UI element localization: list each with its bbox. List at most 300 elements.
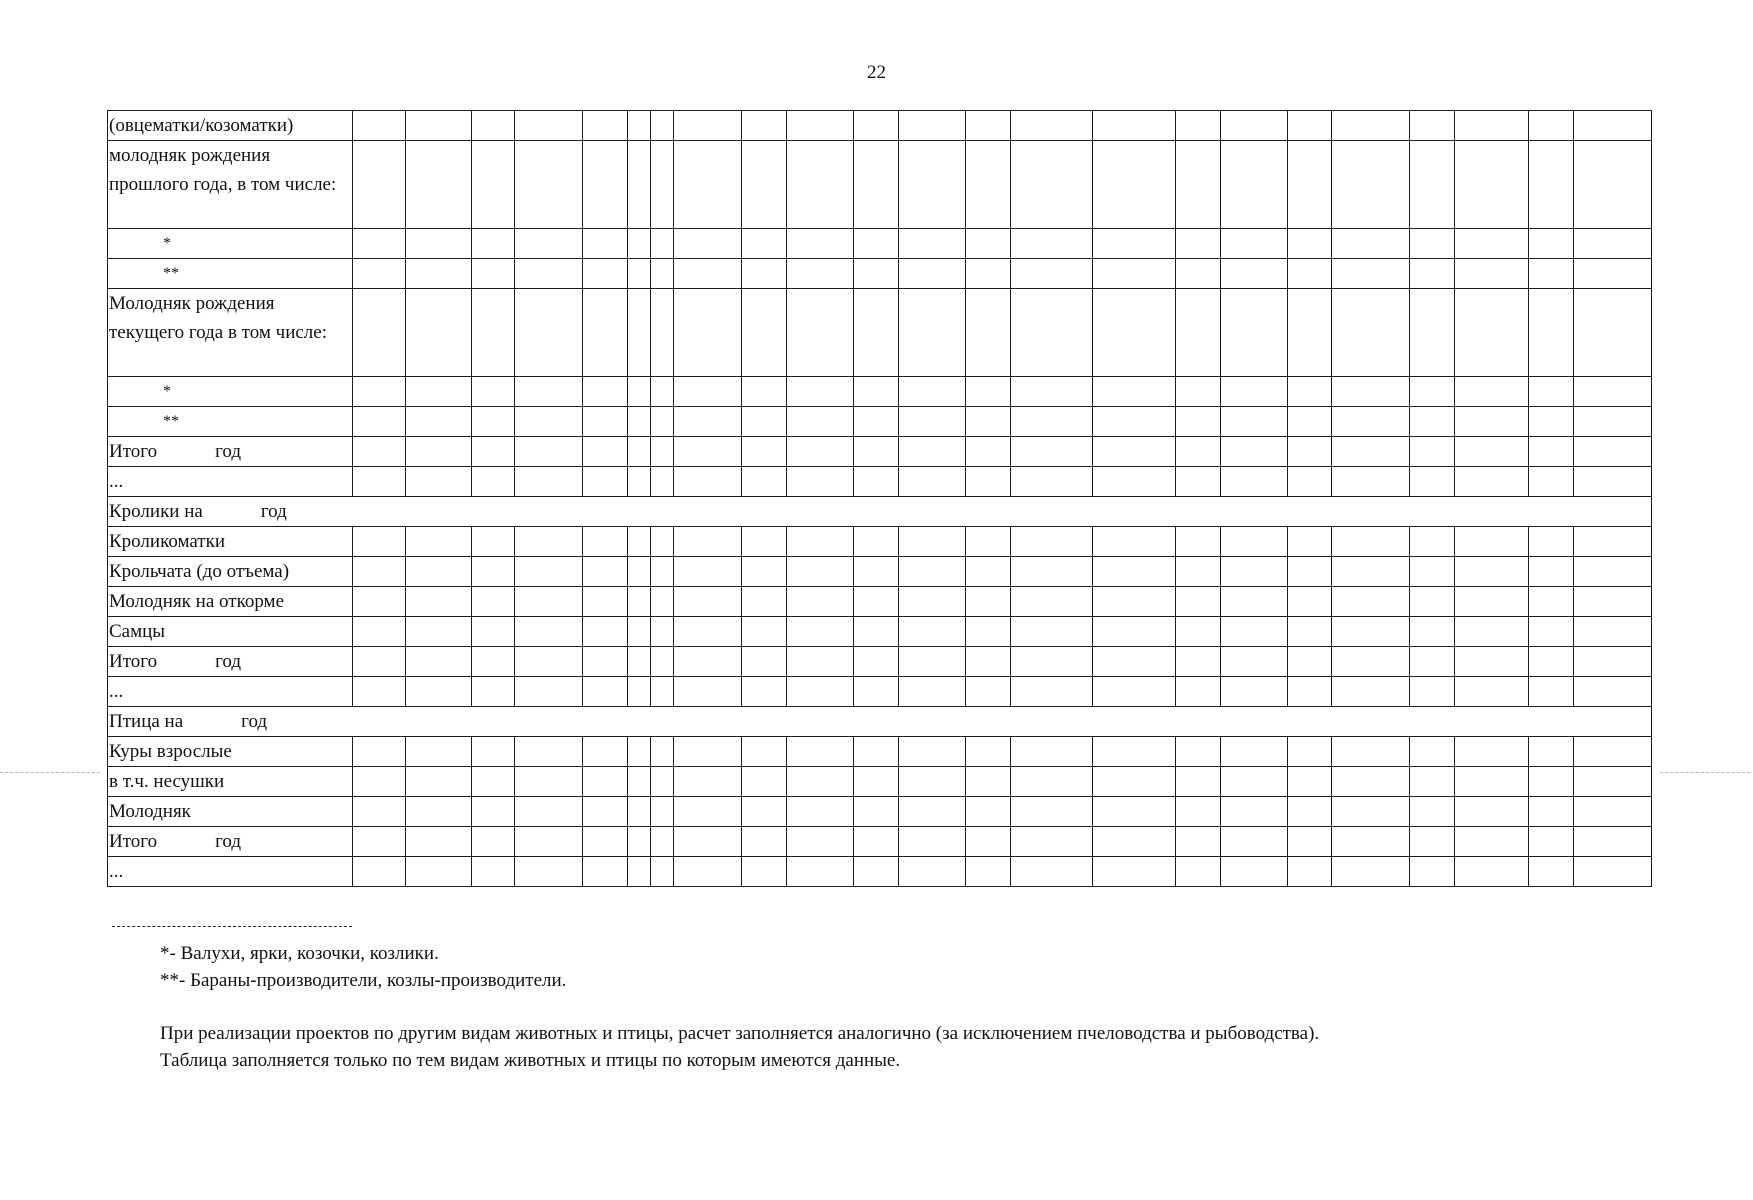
empty-cell	[966, 647, 1011, 677]
empty-cell	[1332, 647, 1410, 677]
empty-cell	[627, 797, 650, 827]
empty-cell	[741, 647, 787, 677]
empty-cell	[854, 407, 899, 437]
empty-cell	[1010, 797, 1092, 827]
empty-cell	[1010, 617, 1092, 647]
scan-artifact-left	[0, 772, 100, 773]
empty-cell	[787, 617, 854, 647]
empty-cell	[472, 527, 515, 557]
fill-instructions	[160, 1020, 1610, 1074]
empty-cell	[582, 797, 627, 827]
empty-cell	[1220, 677, 1287, 707]
empty-cell	[1220, 797, 1287, 827]
empty-cell	[352, 827, 405, 857]
empty-cell	[1010, 527, 1092, 557]
scan-artifact-right	[1660, 772, 1750, 773]
section-suffix: год	[241, 711, 268, 732]
empty-cell	[674, 407, 741, 437]
empty-cell	[582, 527, 627, 557]
empty-cell	[741, 111, 787, 141]
empty-cell	[741, 677, 787, 707]
empty-cell	[1092, 111, 1175, 141]
empty-cell	[966, 677, 1011, 707]
empty-cell	[1454, 827, 1529, 857]
empty-cell	[352, 467, 405, 497]
empty-cell	[1332, 527, 1410, 557]
empty-cell	[1010, 467, 1092, 497]
empty-cell	[1410, 377, 1455, 407]
empty-cell	[627, 647, 650, 677]
empty-cell	[1010, 437, 1092, 467]
empty-cell	[899, 557, 966, 587]
empty-cell	[1332, 229, 1410, 259]
empty-cell	[674, 437, 741, 467]
empty-cell	[1332, 677, 1410, 707]
empty-cell	[966, 557, 1011, 587]
empty-cell	[1454, 857, 1529, 887]
empty-cell	[651, 617, 674, 647]
empty-cell	[514, 467, 582, 497]
empty-cell	[741, 229, 787, 259]
empty-cell	[352, 797, 405, 827]
empty-cell	[787, 141, 854, 229]
empty-cell	[627, 467, 650, 497]
empty-cell	[674, 111, 741, 141]
empty-cell	[1574, 587, 1652, 617]
empty-cell	[1220, 527, 1287, 557]
empty-cell	[1092, 407, 1175, 437]
empty-cell	[966, 259, 1011, 289]
empty-cell	[472, 857, 515, 887]
row-label: Крольчата (до отъема)	[108, 557, 353, 587]
empty-cell	[1175, 259, 1220, 289]
empty-cell	[1454, 407, 1529, 437]
table-row	[108, 737, 1652, 767]
empty-cell	[627, 857, 650, 887]
empty-cell	[1574, 737, 1652, 767]
empty-cell	[899, 737, 966, 767]
empty-cell	[1220, 857, 1287, 887]
empty-cell	[741, 467, 787, 497]
empty-cell	[1010, 259, 1092, 289]
empty-cell	[472, 677, 515, 707]
empty-cell	[352, 141, 405, 229]
empty-cell	[651, 467, 674, 497]
empty-cell	[674, 827, 741, 857]
empty-cell	[787, 437, 854, 467]
section-label: Птица на	[109, 711, 184, 732]
empty-cell	[1529, 857, 1574, 887]
empty-cell	[741, 827, 787, 857]
empty-cell	[1287, 857, 1332, 887]
empty-cell	[472, 289, 515, 377]
empty-cell	[1529, 587, 1574, 617]
empty-cell	[787, 289, 854, 377]
empty-cell	[406, 229, 472, 259]
footnote-two-star: **- Бараны-производители, козлы-производители.	[160, 970, 567, 991]
empty-cell	[627, 141, 650, 229]
empty-cell	[1454, 141, 1529, 229]
empty-cell	[674, 377, 741, 407]
row-label	[108, 437, 353, 467]
empty-cell	[1092, 797, 1175, 827]
empty-cell	[966, 767, 1011, 797]
table-row	[108, 407, 1652, 437]
empty-cell	[787, 857, 854, 887]
empty-cell	[674, 587, 741, 617]
empty-cell	[1010, 647, 1092, 677]
empty-cell	[1529, 677, 1574, 707]
empty-cell	[406, 647, 472, 677]
empty-cell	[854, 437, 899, 467]
empty-cell	[514, 557, 582, 587]
empty-cell	[582, 587, 627, 617]
empty-cell	[787, 797, 854, 827]
empty-cell	[352, 111, 405, 141]
empty-cell	[1220, 617, 1287, 647]
empty-cell	[1529, 259, 1574, 289]
table-row	[108, 289, 1652, 377]
empty-cell	[651, 557, 674, 587]
row-label: Самцы	[108, 617, 353, 647]
empty-cell	[582, 647, 627, 677]
empty-cell	[899, 617, 966, 647]
empty-cell	[966, 737, 1011, 767]
empty-cell	[352, 557, 405, 587]
empty-cell	[1410, 289, 1455, 377]
empty-cell	[352, 407, 405, 437]
empty-cell	[899, 857, 966, 887]
empty-cell	[472, 797, 515, 827]
empty-cell	[514, 259, 582, 289]
row-label	[108, 827, 353, 857]
empty-cell	[627, 407, 650, 437]
empty-cell	[582, 827, 627, 857]
empty-cell	[741, 407, 787, 437]
empty-cell	[1410, 677, 1455, 707]
empty-cell	[1529, 767, 1574, 797]
empty-cell	[1220, 557, 1287, 587]
section-row	[108, 707, 1652, 737]
empty-cell	[514, 797, 582, 827]
empty-cell	[787, 229, 854, 259]
empty-cell	[514, 647, 582, 677]
empty-cell	[1175, 377, 1220, 407]
empty-cell	[787, 587, 854, 617]
row-label: *	[108, 229, 353, 259]
empty-cell	[472, 407, 515, 437]
empty-cell	[1454, 587, 1529, 617]
row-label: молодняк рождения прошлого года, в том числе:	[108, 141, 353, 229]
empty-cell	[472, 557, 515, 587]
empty-cell	[1287, 737, 1332, 767]
empty-cell	[854, 767, 899, 797]
empty-cell	[674, 677, 741, 707]
empty-cell	[582, 557, 627, 587]
empty-cell	[1092, 229, 1175, 259]
empty-cell	[1010, 767, 1092, 797]
empty-cell	[406, 527, 472, 557]
empty-cell	[1010, 587, 1092, 617]
empty-cell	[1454, 677, 1529, 707]
empty-cell	[1287, 229, 1332, 259]
empty-cell	[582, 289, 627, 377]
empty-cell	[582, 437, 627, 467]
empty-cell	[514, 407, 582, 437]
empty-cell	[741, 797, 787, 827]
empty-cell	[674, 767, 741, 797]
empty-cell	[1287, 527, 1332, 557]
row-label: ...	[108, 467, 353, 497]
table-row	[108, 229, 1652, 259]
empty-cell	[1010, 857, 1092, 887]
empty-cell	[514, 737, 582, 767]
empty-cell	[651, 229, 674, 259]
empty-cell	[674, 527, 741, 557]
empty-cell	[352, 259, 405, 289]
empty-cell	[1220, 407, 1287, 437]
empty-cell	[1287, 827, 1332, 857]
empty-cell	[1287, 467, 1332, 497]
empty-cell	[627, 737, 650, 767]
empty-cell	[787, 259, 854, 289]
empty-cell	[352, 289, 405, 377]
empty-cell	[1529, 827, 1574, 857]
empty-cell	[1332, 857, 1410, 887]
empty-cell	[651, 407, 674, 437]
empty-cell	[899, 229, 966, 259]
row-label: Молодняк	[108, 797, 353, 827]
empty-cell	[741, 587, 787, 617]
empty-cell	[854, 677, 899, 707]
empty-cell	[514, 229, 582, 259]
empty-cell	[1454, 467, 1529, 497]
empty-cell	[1410, 587, 1455, 617]
empty-cell	[674, 857, 741, 887]
empty-cell	[1287, 259, 1332, 289]
empty-cell	[406, 587, 472, 617]
total-suffix: год	[215, 831, 242, 852]
empty-cell	[1574, 229, 1652, 259]
empty-cell	[1410, 141, 1455, 229]
empty-cell	[582, 259, 627, 289]
total-label: Итого	[109, 831, 158, 852]
empty-cell	[352, 677, 405, 707]
empty-cell	[1574, 437, 1652, 467]
empty-cell	[854, 827, 899, 857]
empty-cell	[1175, 141, 1220, 229]
empty-cell	[1332, 259, 1410, 289]
empty-cell	[582, 467, 627, 497]
empty-cell	[1574, 289, 1652, 377]
empty-cell	[1574, 377, 1652, 407]
empty-cell	[514, 527, 582, 557]
empty-cell	[674, 259, 741, 289]
empty-cell	[1574, 617, 1652, 647]
row-label	[108, 647, 353, 677]
empty-cell	[787, 827, 854, 857]
empty-cell	[1220, 377, 1287, 407]
empty-cell	[582, 677, 627, 707]
empty-cell	[1454, 437, 1529, 467]
empty-cell	[406, 111, 472, 141]
empty-cell	[1092, 677, 1175, 707]
empty-cell	[899, 647, 966, 677]
empty-cell	[674, 737, 741, 767]
empty-cell	[1454, 557, 1529, 587]
empty-cell	[582, 229, 627, 259]
empty-cell	[741, 377, 787, 407]
empty-cell	[406, 437, 472, 467]
empty-cell	[627, 587, 650, 617]
empty-cell	[1574, 467, 1652, 497]
empty-cell	[1287, 289, 1332, 377]
table-row	[108, 857, 1652, 887]
row-label: ...	[108, 857, 353, 887]
empty-cell	[1175, 437, 1220, 467]
empty-cell	[1287, 767, 1332, 797]
table-row	[108, 827, 1652, 857]
empty-cell	[854, 737, 899, 767]
empty-cell	[787, 557, 854, 587]
empty-cell	[627, 111, 650, 141]
empty-cell	[1010, 827, 1092, 857]
empty-cell	[854, 797, 899, 827]
empty-cell	[1454, 647, 1529, 677]
empty-cell	[1010, 407, 1092, 437]
note-line-2: Таблица заполняется только по тем видам животных и птицы по которым имеются данные.	[160, 1050, 901, 1071]
empty-cell	[966, 797, 1011, 827]
empty-cell	[651, 377, 674, 407]
empty-cell	[899, 377, 966, 407]
empty-cell	[406, 857, 472, 887]
empty-cell	[582, 377, 627, 407]
empty-cell	[1332, 141, 1410, 229]
empty-cell	[1220, 111, 1287, 141]
empty-cell	[966, 467, 1011, 497]
empty-cell	[627, 557, 650, 587]
empty-cell	[651, 677, 674, 707]
empty-cell	[741, 259, 787, 289]
empty-cell	[854, 527, 899, 557]
empty-cell	[1175, 857, 1220, 887]
empty-cell	[787, 647, 854, 677]
empty-cell	[1410, 797, 1455, 827]
empty-cell	[1332, 407, 1410, 437]
empty-cell	[1092, 377, 1175, 407]
empty-cell	[1574, 827, 1652, 857]
empty-cell	[406, 677, 472, 707]
empty-cell	[1175, 767, 1220, 797]
empty-cell	[674, 229, 741, 259]
empty-cell	[514, 437, 582, 467]
empty-cell	[651, 141, 674, 229]
empty-cell	[514, 111, 582, 141]
empty-cell	[406, 377, 472, 407]
empty-cell	[966, 111, 1011, 141]
empty-cell	[1332, 827, 1410, 857]
section-heading	[108, 497, 1652, 527]
empty-cell	[674, 467, 741, 497]
empty-cell	[1332, 797, 1410, 827]
empty-cell	[1332, 617, 1410, 647]
table-row	[108, 797, 1652, 827]
empty-cell	[1220, 437, 1287, 467]
empty-cell	[472, 229, 515, 259]
empty-cell	[854, 467, 899, 497]
empty-cell	[1175, 527, 1220, 557]
row-label: Кроликоматки	[108, 527, 353, 557]
row-label: *	[108, 377, 353, 407]
empty-cell	[406, 737, 472, 767]
empty-cell	[406, 827, 472, 857]
empty-cell	[1287, 647, 1332, 677]
empty-cell	[1574, 527, 1652, 557]
empty-cell	[1175, 557, 1220, 587]
empty-cell	[1529, 289, 1574, 377]
empty-cell	[1175, 827, 1220, 857]
note-line-1: При реализации проектов по другим видам животных и птицы, расчет заполняется аналогично (за исключением пчеловодства и рыбоводства).	[160, 1023, 1320, 1044]
empty-cell	[787, 407, 854, 437]
empty-cell	[899, 111, 966, 141]
empty-cell	[472, 737, 515, 767]
empty-cell	[1092, 259, 1175, 289]
livestock-table	[107, 110, 1652, 887]
empty-cell	[472, 647, 515, 677]
empty-cell	[899, 467, 966, 497]
empty-cell	[406, 467, 472, 497]
empty-cell	[899, 437, 966, 467]
empty-cell	[899, 677, 966, 707]
empty-cell	[651, 857, 674, 887]
total-label: Итого	[109, 441, 158, 462]
empty-cell	[1574, 857, 1652, 887]
empty-cell	[1574, 797, 1652, 827]
empty-cell	[352, 737, 405, 767]
empty-cell	[741, 857, 787, 887]
empty-cell	[1410, 857, 1455, 887]
empty-cell	[854, 647, 899, 677]
empty-cell	[514, 141, 582, 229]
empty-cell	[1529, 527, 1574, 557]
empty-cell	[1454, 797, 1529, 827]
empty-cell	[899, 767, 966, 797]
footnote-divider	[112, 926, 352, 927]
empty-cell	[514, 857, 582, 887]
table-row	[108, 647, 1652, 677]
empty-cell	[1574, 767, 1652, 797]
empty-cell	[582, 617, 627, 647]
empty-cell	[966, 407, 1011, 437]
empty-cell	[899, 827, 966, 857]
section-heading	[108, 707, 1652, 737]
empty-cell	[1574, 647, 1652, 677]
empty-cell	[1529, 617, 1574, 647]
empty-cell	[1220, 587, 1287, 617]
empty-cell	[899, 141, 966, 229]
empty-cell	[966, 377, 1011, 407]
empty-cell	[899, 527, 966, 557]
empty-cell	[1175, 289, 1220, 377]
empty-cell	[651, 797, 674, 827]
empty-cell	[1332, 557, 1410, 587]
empty-cell	[472, 377, 515, 407]
empty-cell	[627, 289, 650, 377]
table-row	[108, 617, 1652, 647]
empty-cell	[1529, 737, 1574, 767]
empty-cell	[1287, 111, 1332, 141]
empty-cell	[674, 797, 741, 827]
